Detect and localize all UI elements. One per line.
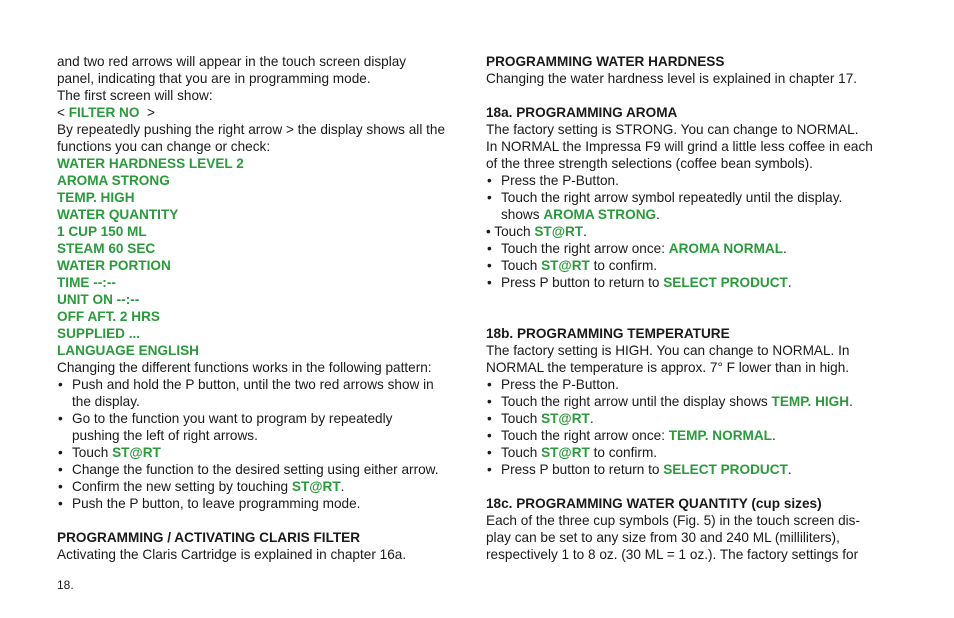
function-item: STEAM 60 SEC (57, 241, 156, 256)
section-text: play can be set to any size from 30 and 240 ML (milliliters), (486, 530, 840, 545)
bullet-text: shows (501, 207, 544, 222)
function-item: WATER PORTION (57, 258, 171, 273)
section-text: of the three strength selections (coffee bean symbols). (486, 156, 813, 171)
intro-line: The first screen will show: (57, 88, 213, 103)
bullet-text: Push the P button, to leave programming mode. (72, 496, 361, 511)
section-text: NORMAL the temperature is approx. 7° F lower than in high. (486, 360, 850, 375)
bullet-continuation: pushing the left of right arrows. (72, 428, 258, 443)
bullet-item (57, 461, 470, 478)
function-item: 1 CUP 150 ML (57, 224, 147, 239)
period: . (787, 462, 792, 477)
bullet-text: to confirm. (589, 445, 658, 460)
bullet-text: Press the P-Button. (501, 173, 619, 188)
function-item: SUPPLIED ... (57, 326, 141, 341)
bullet-item (486, 444, 898, 461)
repeat-line: functions you can change or check: (57, 139, 271, 154)
bullet-item (486, 427, 898, 444)
select-product-label: SELECT PRODUCT (663, 462, 788, 477)
section-heading: 18b. PROGRAMMING TEMPERATURE (486, 326, 730, 341)
bullet-text: • Touch (486, 224, 535, 239)
period: . (583, 224, 587, 239)
period: . (771, 428, 776, 443)
section-heading: 18a. PROGRAMMING AROMA (486, 105, 678, 120)
section-text: Changing the water hardness level is explained in chapter 17. (486, 71, 858, 86)
bullet-item (486, 274, 898, 291)
bullet-item (486, 393, 898, 410)
bullet-text: Touch (501, 445, 542, 460)
section-text: The factory setting is HIGH. You can change to NORMAL. In (486, 343, 850, 358)
function-item: OFF AFT. 2 HRS (57, 309, 160, 324)
function-item: TIME --:-- (57, 275, 116, 290)
section-text: In NORMAL the Impressa F9 will grind a little less coffee in each (486, 139, 873, 154)
bullet-item (57, 376, 470, 393)
arrow-right-text: > (139, 105, 155, 120)
period: . (656, 207, 660, 222)
bullet-text: Touch the right arrow until the display shows (501, 394, 772, 409)
bullet-item (486, 189, 898, 206)
bullet-text: Press P button to return to (501, 275, 664, 290)
bullet-text: Change the function to the desired setting using either arrow. (72, 462, 439, 477)
left-column (57, 53, 470, 563)
bullet-text: Touch the right arrow once: (501, 241, 669, 256)
function-item: AROMA STRONG (57, 173, 170, 188)
page-number: 18. (57, 578, 74, 592)
bullet-continuation (486, 206, 898, 223)
start-label: ST@RT (541, 445, 590, 460)
section-text: Activating the Claris Cartridge is explained in chapter 16a. (57, 547, 407, 562)
bullet-text: Touch the right arrow once: (501, 428, 669, 443)
function-item: WATER QUANTITY (57, 207, 179, 222)
arrow-left-text: < (57, 105, 69, 120)
bullet-text: to confirm. (589, 258, 658, 273)
period: . (849, 394, 853, 409)
bullet-item (57, 444, 470, 461)
section-text: respectively 1 to 8 oz. (30 ML = 1 oz.). The factory settings for (486, 547, 859, 562)
bullet-text: Push and hold the P button, until the two red arrows show in (72, 377, 434, 392)
right-column (486, 53, 898, 563)
aroma-strong-label: AROMA STRONG (543, 207, 657, 222)
bullet-continuation: the display. (72, 394, 140, 409)
bullet-item (486, 240, 898, 257)
intro-line: and two red arrows will appear in the touch screen display (57, 54, 407, 69)
section-text: The factory setting is STRONG. You can change to NORMAL. (486, 122, 859, 137)
bullet-text: Go to the function you want to program by repeatedly (72, 411, 393, 426)
bullet-item (486, 223, 898, 240)
start-label: ST@RT (541, 411, 590, 426)
bullet-item (57, 495, 470, 512)
start-label: ST@RT (112, 445, 161, 460)
section-heading: 18c. PROGRAMMING WATER QUANTITY (cup sizes) (486, 496, 822, 511)
repeat-line: By repeatedly pushing the right arrow > the display shows all the (57, 122, 446, 137)
select-product-label: SELECT PRODUCT (663, 275, 788, 290)
function-item: UNIT ON --:-- (57, 292, 140, 307)
pattern-line: Changing the different functions works in the following pattern: (57, 360, 432, 375)
function-item: LANGUAGE ENGLISH (57, 343, 199, 358)
period: . (340, 479, 345, 494)
function-item: TEMP. HIGH (57, 190, 135, 205)
period: . (589, 411, 594, 426)
temp-normal-label: TEMP. NORMAL (668, 428, 772, 443)
bullet-text: Touch (501, 258, 542, 273)
bullet-text: Confirm the new setting by touching (72, 479, 292, 494)
bullet-text: Touch the right arrow symbol repeatedly until the display. (501, 190, 843, 205)
bullet-item (57, 478, 470, 495)
section-heading: PROGRAMMING / ACTIVATING CLARIS FILTER (57, 530, 361, 545)
bullet-text: Touch (501, 411, 542, 426)
intro-line: panel, indicating that you are in programming mode. (57, 71, 371, 86)
bullet-text: Touch (72, 445, 113, 460)
function-item: WATER HARDNESS LEVEL 2 (57, 156, 244, 171)
period: . (783, 241, 787, 256)
filter-screen-line (57, 104, 470, 121)
start-label: ST@RT (534, 224, 584, 239)
bullet-item (57, 410, 470, 427)
start-label: ST@RT (541, 258, 590, 273)
filter-no-label: FILTER NO (68, 105, 140, 120)
bullet-text: Press P button to return to (501, 462, 664, 477)
period: . (787, 275, 792, 290)
bullet-item (486, 461, 898, 478)
section-text: Each of the three cup symbols (Fig. 5) in the touch screen dis- (486, 513, 861, 528)
bullet-item (486, 172, 898, 189)
bullet-text: Press the P-Button. (501, 377, 619, 392)
aroma-normal-label: AROMA NORMAL (668, 241, 784, 256)
bullet-item (486, 376, 898, 393)
section-heading: PROGRAMMING WATER HARDNESS (486, 54, 725, 69)
bullet-item (486, 257, 898, 274)
temp-high-label: TEMP. HIGH (771, 394, 850, 409)
start-label: ST@RT (291, 479, 341, 494)
bullet-item (486, 410, 898, 427)
